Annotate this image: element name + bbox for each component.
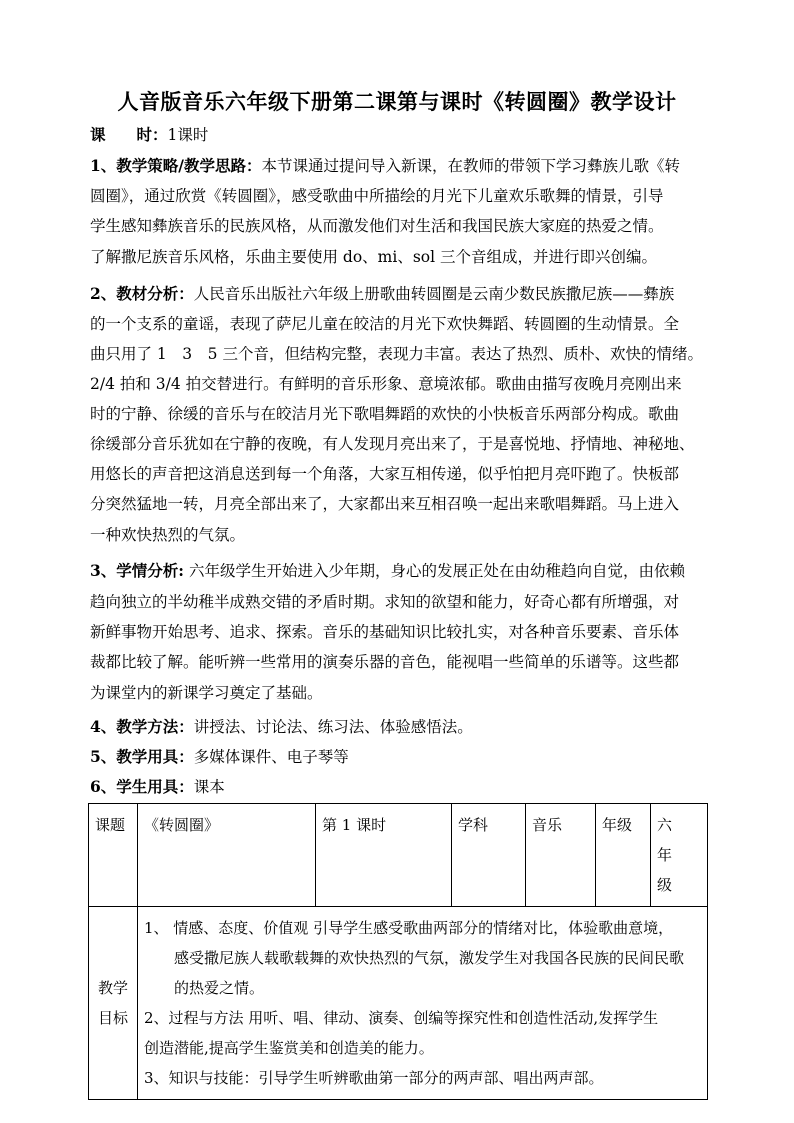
section-2-text: 人民音乐出版社六年级上册歌曲转圆圈是云南少数民族撒尼族——彝族	[193, 285, 675, 303]
section-1-heading: 1、教学策略/教学思路：	[90, 156, 262, 175]
cell-period: 第 1 课时	[316, 804, 452, 907]
section-2-line-6: 徐缓部分音乐犹如在宁静的夜晚，有人发现月亮出来了，于是喜悦地、抒情地、神秘地、	[90, 435, 695, 453]
section-1-line-3: 学生感知彝族音乐的民族风格，从而激发他们对生活和我国民族大家庭的热爱之情。	[90, 217, 664, 235]
section-1-line-2: 圆圈》，通过欣赏《转圆圈》，感受歌曲中所描绘的月光下儿童欢乐歌舞的情景，引导	[90, 187, 664, 205]
section-2-line-3: 曲只用了 1 3 5 三个音，但结构完整，表现力丰富。表达了热烈、质朴、欢快的情绪。	[90, 345, 703, 363]
section-2-line-9: 一种欢快热烈的气氛。	[90, 526, 246, 544]
cell-topic-value: 《转圆圈》	[138, 804, 316, 907]
cell-subject-label: 学科	[452, 804, 526, 907]
section-2-line-1	[90, 284, 674, 304]
section-5-heading: 5、教学用具：	[90, 747, 194, 766]
section-1-text: 本节课通过提问导入新课，在教师的带领下学习彝族儿歌《转	[261, 157, 680, 175]
section-6-text: 课本	[193, 778, 225, 796]
section-4-heading: 4、教学方法：	[90, 717, 194, 736]
objectives-label-line-1: 教学	[97, 979, 128, 997]
section-1-line-4: 了解撒尼族音乐风格，乐曲主要使用 do、mi、sol 三个音组成，并进行即兴创编。	[90, 248, 658, 266]
class-hours-label: 课 时：	[90, 125, 168, 144]
section-2-heading: 2、教材分析：	[90, 284, 194, 303]
section-5-line	[90, 747, 349, 767]
grade-value-line-2: 级	[657, 876, 673, 894]
cell-topic-label: 课题	[89, 804, 138, 907]
section-2-line-8: 分突然猛地一转，月亮全部出来了，大家都出来互相召唤一起出来歌唱舞蹈。马上进入	[90, 495, 680, 513]
section-1-line-1	[90, 156, 680, 176]
lesson-info-table	[88, 803, 708, 1100]
objective-line-4: 2、过程与方法 用听、唱、律动、演奏、创编等探究性和创造性活动,发挥学生	[144, 1009, 659, 1027]
cell-objectives-label	[89, 907, 138, 1100]
objective-line-3: 的热爱之情。	[144, 979, 265, 997]
objective-line-2: 感受撒尼族人载歌载舞的欢快热烈的气氛，激发学生对我国各民族的民间民歌	[144, 949, 685, 967]
objective-line-6: 3、知识与技能：引导学生听辨歌曲第一部分的两声部、唱出两声部。	[144, 1069, 604, 1087]
table-objectives-row	[89, 907, 708, 1100]
section-6-heading: 6、学生用具：	[90, 777, 194, 796]
section-2-line-4: 2/4 拍和 3/4 拍交替进行。有鲜明的音乐形象、意境浓郁。歌曲由描写夜晚月亮刚出来	[90, 375, 682, 393]
section-2-line-2: 的一个支系的童谣，表现了萨尼儿童在皎洁的月光下欢快舞蹈、转圆圈的生动情景。全	[90, 315, 680, 333]
class-hours-line	[90, 125, 208, 145]
class-hours-value: 1课时	[167, 126, 209, 144]
section-3-line-3: 新鲜事物开始思考、追求、探索。音乐的基础知识比较扎实，对各种音乐要素、音乐体	[90, 623, 680, 641]
objectives-label-line-2: 目标	[97, 1009, 128, 1027]
section-2-line-5: 时的宁静、徐缓的音乐与在皎洁月光下歌唱舞蹈的欢快的小快板音乐两部分构成。歌曲	[90, 405, 680, 423]
section-3-line-4: 裁都比较了解。能听辨一些常用的演奏乐器的音色，能视唱一些简单的乐谱等。这些都	[90, 653, 680, 671]
cell-grade-value	[651, 804, 708, 907]
cell-grade-label: 年级	[596, 804, 651, 907]
section-4-line	[90, 717, 473, 737]
section-5-text: 多媒体课件、电子琴等	[193, 748, 349, 766]
section-3-line-5: 为课堂内的新课学习奠定了基础。	[90, 684, 323, 702]
cell-objectives	[138, 907, 708, 1100]
section-2-line-7: 用悠长的声音把这消息送到每一个角落，大家互相传递，似乎怕把月亮吓跑了。快板部	[90, 465, 680, 483]
cell-subject-value: 音乐	[526, 804, 596, 907]
table-header-row	[89, 804, 708, 907]
grade-value-line-1: 六 年	[657, 816, 688, 864]
section-3-line-1	[90, 561, 685, 581]
section-3-line-2: 趋向独立的半幼稚半成熟交错的矛盾时期。求知的欲望和能力，好奇心都有所增强，对	[90, 593, 680, 611]
section-3-heading: 3、学情分析:	[90, 561, 185, 580]
document-title: 人音版音乐六年级下册第二课第与课时《转圆圈》教学设计	[117, 89, 677, 114]
section-3-text: 六年级学生开始进入少年期，身心的发展正处在由幼稚趋向自觉，由依赖	[184, 562, 685, 580]
section-4-text: 讲授法、讨论法、练习法、体验感悟法。	[193, 718, 473, 736]
objective-line-5: 创造潜能,提高学生鉴赏美和创造美的能力。	[144, 1039, 434, 1057]
objective-line-1: 1、 情感、态度、价值观 引导学生感受歌曲两部分的情绪对比，体验歌曲意境，	[144, 919, 674, 937]
section-6-line	[90, 777, 225, 797]
